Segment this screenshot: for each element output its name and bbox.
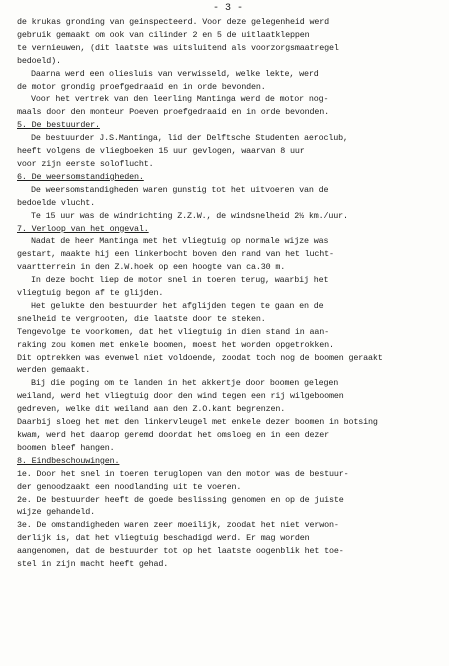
- section-heading-text: 5. De bestuurder.: [17, 120, 100, 131]
- text-line: snelheid te vergrooten, die laatste door te steken.: [17, 313, 266, 324]
- section-heading: [17, 119, 439, 132]
- text-line: werden gemaakt.: [17, 365, 91, 376]
- text-line: gedreven, welke dit weiland aan den Z.O.kant begrenzen.: [17, 404, 286, 415]
- text-line: 3e. De omstandigheden waren zeer moeilijk, zoodat het niet verwon-: [17, 520, 339, 531]
- text-line: Voor het vertrek van den leerling Mantinga werd de motor nog-: [31, 94, 329, 105]
- text-line: 2e. De bestuurder heeft de goede beslissing genomen en op de juiste: [17, 494, 344, 505]
- section-heading-text: 7. Verloop van het ongeval.: [17, 223, 149, 234]
- text-line: Tengevolge te voorkomen, dat het vliegtuig in dien stand in aan-: [17, 326, 330, 337]
- text-line: Dit optrekken was evenwel niet voldoende, zoodat toch nog de boomen geraakt: [17, 352, 383, 363]
- text-line: boomen bleef hangen.: [17, 442, 115, 453]
- text-line: voor zijn eerste soloflucht.: [17, 158, 154, 169]
- section-heading-text: 6. De weersomstandigheden.: [17, 171, 144, 182]
- text-line: gebruik gemaakt om ook van cilinder 2 en 5 de uitlaatkleppen: [17, 29, 310, 40]
- text-line: wijze gehandeld.: [17, 507, 96, 518]
- text-line: Bij die poging om te landen in het akkertje door boomen gelegen: [31, 378, 339, 389]
- text-line: 1e. Door het snel in toeren teruglopen van den motor was de bestuur-: [17, 468, 349, 479]
- section-heading-text: 8. Eindbeschouwingen.: [17, 455, 120, 466]
- text-line: raking zou komen met enkele boomen, moest het worden opgetrokken.: [17, 339, 334, 350]
- text-line: heeft volgens de vliegboeken 15 uur gevlogen, waarvan 8 uur: [17, 146, 305, 157]
- text-line: de krukas gronding van geinspecteerd. Voor deze gelegenheid werd: [17, 17, 330, 27]
- text-line: bedoelde vlucht.: [17, 197, 96, 208]
- text-line: Daarbij sloeg het met den linkervleugel met enkele dezer boomen in botsing: [17, 417, 378, 428]
- document-body: [17, 16, 439, 571]
- text-line: De weersomstandigheden waren gunstig tot het uitvoeren van de: [31, 184, 329, 195]
- text-line: stel in zijn macht heeft gehad.: [17, 559, 169, 570]
- page-number: - 3 -: [212, 3, 243, 14]
- text-line: derlijk is, dat het vliegtuig beschadigd werd. Er mag worden: [17, 533, 310, 544]
- text-line: weiland, werd het vliegtuig door den wind tegen een rij wilgeboomen: [17, 391, 344, 402]
- section-heading: [17, 455, 439, 468]
- text-line: Te 15 uur was de windrichting Z.Z.W., de windsnelheid 2½ km./uur.: [31, 210, 348, 221]
- text-line: kwam, werd het daarop geremd doordat het omsloeg en in een dezer: [17, 430, 330, 440]
- text-line: vliegtuig begon af te glijden.: [17, 288, 164, 299]
- text-line: Nadat de heer Mantinga met het vliegtuig op normale wijze was: [31, 236, 329, 247]
- text-line: bedoeld).: [17, 55, 61, 66]
- text-line: In deze bocht liep de motor snel in toeren terug, waarbij het: [31, 275, 329, 286]
- text-line: vaartterrein in den Z.W.hoek op een hoogte van ca.30 m.: [17, 262, 286, 273]
- text-line: de motor grondig proefgedraaid en in orde bevonden.: [17, 81, 266, 92]
- text-line: Het gelukte den bestuurder het afglijden tegen te gaan en de: [31, 300, 324, 311]
- section-heading: [17, 223, 439, 236]
- text-line: der genoodzaakt een noodlanding uit te voeren.: [17, 481, 242, 492]
- text-line: gestart, maakte hij een linkerbocht boven den rand van het lucht-: [17, 249, 334, 260]
- text-line: Daarna werd een oliesluis van verwisseld, welke lekte, werd: [31, 68, 319, 79]
- text-line: aangenomen, dat de bestuurder tot op het laatste oogenblik het toe-: [17, 546, 344, 557]
- text-line: te vernieuwen, (dit laatste was uitsluitend als voorzorgsmaatregel: [17, 42, 339, 53]
- text-line: maals door den monteur Poeven proefgedraaid en in orde bevonden.: [17, 107, 330, 118]
- section-heading: [17, 171, 439, 184]
- text-line: De bestuurder J.S.Mantinga, lid der Delftsche Studenten aeroclub,: [31, 133, 348, 144]
